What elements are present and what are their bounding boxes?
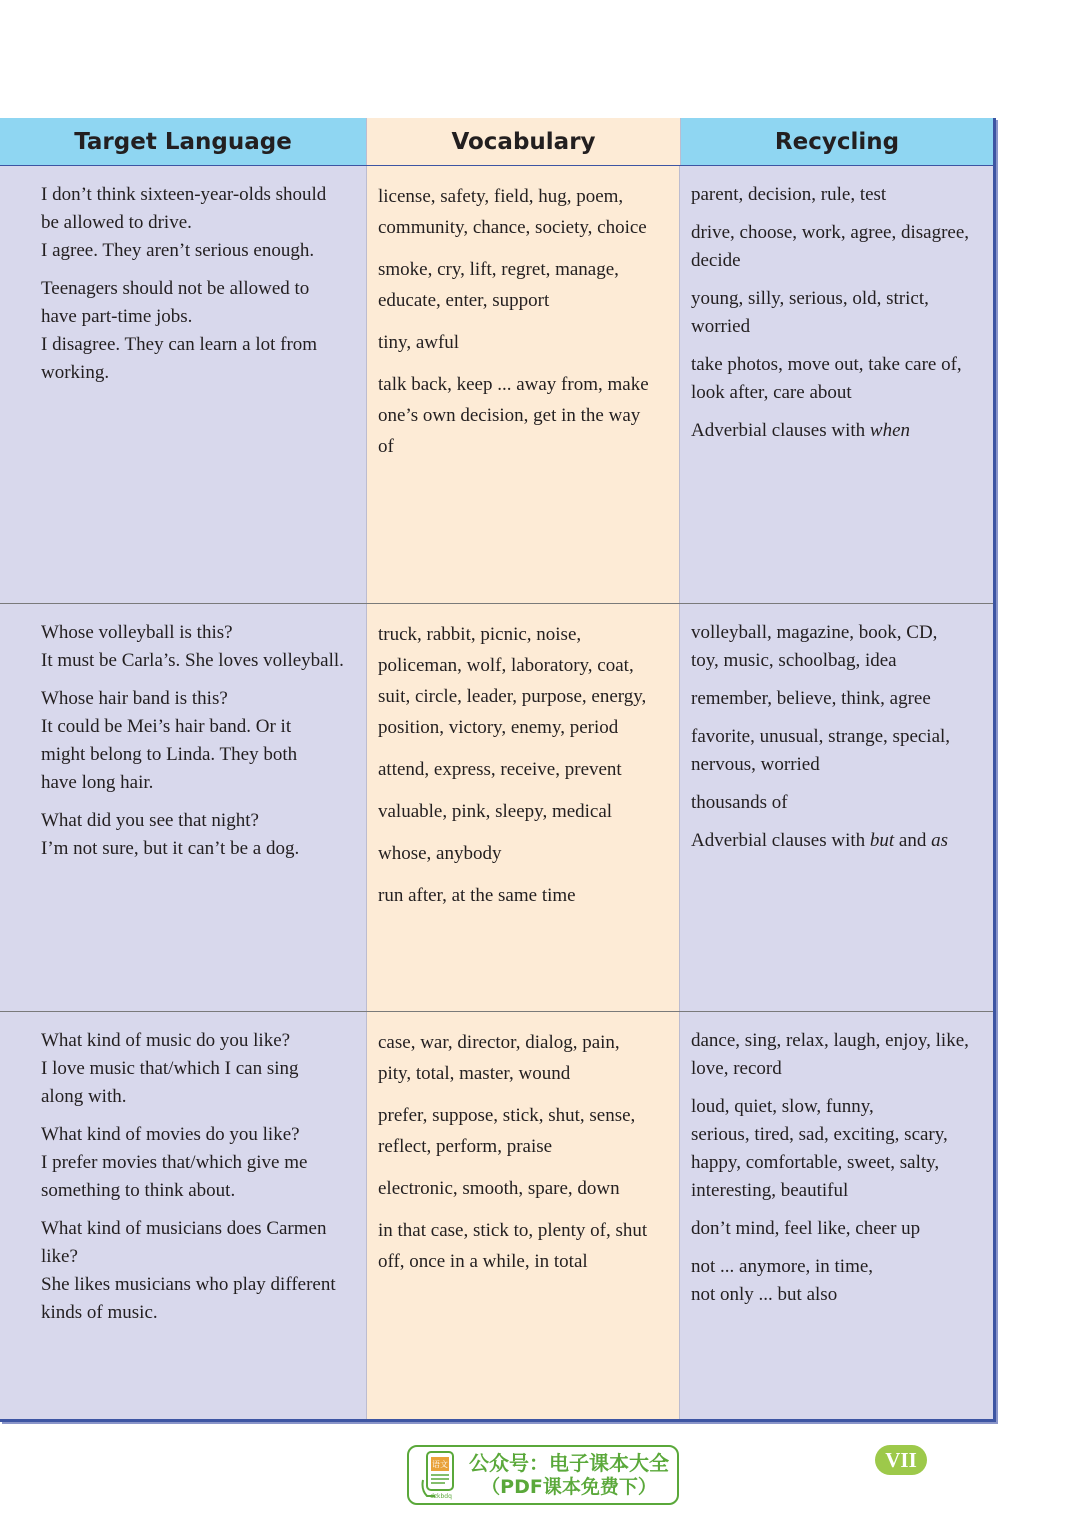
target-line: What kind of music do you like? xyxy=(41,1030,291,1051)
vocab-paragraph xyxy=(378,1100,669,1162)
vocab-paragraph xyxy=(378,838,669,869)
vocab-paragraph xyxy=(378,1215,669,1277)
table-row xyxy=(0,1011,993,1419)
recycling-line: interesting, beautiful xyxy=(691,1180,849,1201)
vocab-line: pity, total, master, wound xyxy=(378,1063,571,1084)
target-line: have long hair. xyxy=(41,772,154,793)
cell-target xyxy=(0,604,366,1011)
target-line: What kind of movies do you like? xyxy=(41,1124,300,1145)
vocab-paragraph xyxy=(378,181,669,243)
recycling-line: dance, sing, relax, laugh, enjoy, like, xyxy=(691,1030,969,1051)
vocab-paragraph xyxy=(378,880,669,911)
target-line: She likes musicians who play different xyxy=(41,1274,336,1295)
logo-title: 公众号：电子课本大全 xyxy=(469,1451,669,1475)
recycling-line: Adverbial clauses with when xyxy=(691,420,910,441)
vocab-line: in that case, stick to, plenty of, shut xyxy=(378,1220,648,1241)
target-line: kinds of music. xyxy=(41,1302,158,1323)
vocab-line: whose, anybody xyxy=(378,843,502,864)
vocab-line: license, safety, field, hug, poem, xyxy=(378,186,624,207)
recycling-line: look after, care about xyxy=(691,382,852,403)
target-line: It could be Mei’s hair band. Or it xyxy=(41,716,292,737)
recycling-line: volleyball, magazine, book, CD, xyxy=(691,622,938,643)
target-line: I prefer movies that/which give me xyxy=(41,1152,308,1173)
logo-subtitle: （PDF课本免费下） xyxy=(481,1476,657,1498)
target-paragraph xyxy=(41,807,354,863)
target-line: I agree. They aren’t serious enough. xyxy=(41,240,315,261)
table-row xyxy=(0,166,993,603)
vocab-line: run after, at the same time xyxy=(378,885,576,906)
vocab-line: attend, express, receive, prevent xyxy=(378,759,622,780)
vocab-paragraph xyxy=(378,619,669,743)
target-line: I’m not sure, but it can’t be a dog. xyxy=(41,838,300,859)
vocab-line: suit, circle, leader, purpose, energy, xyxy=(378,686,647,707)
recycling-line: happy, comfortable, sweet, salty, xyxy=(691,1152,940,1173)
target-line: might belong to Linda. They both xyxy=(41,744,298,765)
cell-recycling xyxy=(679,1012,993,1419)
recycling-paragraph xyxy=(691,417,985,445)
vocab-line: off, once in a while, in total xyxy=(378,1251,588,1272)
vocab-line: position, victory, enemy, period xyxy=(378,717,619,738)
recycling-line: loud, quiet, slow, funny, xyxy=(691,1096,874,1117)
cell-target xyxy=(0,1012,366,1419)
recycling-line: young, silly, serious, old, strict, xyxy=(691,288,929,309)
vocab-line: of xyxy=(378,436,394,457)
target-paragraph xyxy=(41,685,354,797)
vocab-line: tiny, awful xyxy=(378,332,460,353)
vocab-line: policeman, wolf, laboratory, coat, xyxy=(378,655,634,676)
logo-icon-sub: dzkbdq xyxy=(430,1493,452,1500)
vocab-line: reflect, perform, praise xyxy=(378,1136,553,1157)
recycling-line: worried xyxy=(691,316,751,337)
header-vocabulary: Vocabulary xyxy=(366,118,680,165)
target-paragraph xyxy=(41,1121,354,1205)
target-line: I disagree. They can learn a lot from xyxy=(41,334,318,355)
target-line: working. xyxy=(41,362,110,383)
logo-icon-text: 语文 xyxy=(432,1460,448,1469)
vocab-line: community, chance, society, choice xyxy=(378,217,647,238)
vocab-line: case, war, director, dialog, pain, xyxy=(378,1032,620,1053)
recycling-line: remember, believe, think, agree xyxy=(691,688,931,709)
target-line: have part-time jobs. xyxy=(41,306,193,327)
recycling-line: not only ... but also xyxy=(691,1284,838,1305)
recycling-paragraph xyxy=(691,723,985,779)
recycling-paragraph xyxy=(691,1093,985,1205)
target-line: Teenagers should not be allowed to xyxy=(41,278,310,299)
recycling-line: decide xyxy=(691,250,741,271)
target-paragraph xyxy=(41,1215,354,1327)
target-line: along with. xyxy=(41,1086,127,1107)
recycling-paragraph xyxy=(691,181,985,209)
syllabus-table xyxy=(0,118,996,1422)
vocab-paragraph xyxy=(378,327,669,358)
recycling-paragraph xyxy=(691,1027,985,1083)
target-paragraph xyxy=(41,181,354,265)
target-line: something to think about. xyxy=(41,1180,236,1201)
vocab-paragraph xyxy=(378,369,669,462)
vocab-line: smoke, cry, lift, regret, manage, xyxy=(378,259,619,280)
target-line: What kind of musicians does Carmen xyxy=(41,1218,327,1239)
recycling-line: nervous, worried xyxy=(691,754,820,775)
target-line: It must be Carla’s. She loves volleyball. xyxy=(41,650,344,671)
vocab-paragraph xyxy=(378,1027,669,1089)
book-phone-icon xyxy=(421,1450,461,1500)
vocab-paragraph xyxy=(378,254,669,316)
recycling-paragraph xyxy=(691,1253,985,1309)
recycling-paragraph xyxy=(691,619,985,675)
recycling-paragraph xyxy=(691,789,985,817)
recycling-line: love, record xyxy=(691,1058,782,1079)
target-line: Whose hair band is this? xyxy=(41,688,228,709)
table-header-row xyxy=(0,118,993,166)
vocab-line: prefer, suppose, stick, shut, sense, xyxy=(378,1105,636,1126)
vocab-line: truck, rabbit, picnic, noise, xyxy=(378,624,582,645)
wechat-account-logo xyxy=(407,1445,679,1505)
cell-vocab xyxy=(366,604,679,1011)
header-recycling: Recycling xyxy=(680,118,993,165)
recycling-line: Adverbial clauses with but and as xyxy=(691,830,949,851)
vocab-line: educate, enter, support xyxy=(378,290,550,311)
target-paragraph xyxy=(41,1027,354,1111)
recycling-line: thousands of xyxy=(691,792,788,813)
recycling-line: toy, music, schoolbag, idea xyxy=(691,650,897,671)
vocab-paragraph xyxy=(378,796,669,827)
cell-recycling xyxy=(679,604,993,1011)
vocab-line: one’s own decision, get in the way xyxy=(378,405,641,426)
target-line: What did you see that night? xyxy=(41,810,259,831)
recycling-line: favorite, unusual, strange, special, xyxy=(691,726,951,747)
target-line: I don’t think sixteen-year-olds should xyxy=(41,184,327,205)
recycling-paragraph xyxy=(691,219,985,275)
vocab-line: valuable, pink, sleepy, medical xyxy=(378,801,613,822)
recycling-line: drive, choose, work, agree, disagree, xyxy=(691,222,970,243)
vocab-paragraph xyxy=(378,754,669,785)
target-line: I love music that/which I can sing xyxy=(41,1058,299,1079)
cell-recycling xyxy=(679,166,993,603)
recycling-paragraph xyxy=(691,285,985,341)
target-paragraph xyxy=(41,619,354,675)
table-row xyxy=(0,603,993,1011)
cell-vocab xyxy=(366,1012,679,1419)
recycling-line: serious, tired, sad, exciting, scary, xyxy=(691,1124,948,1145)
target-line: Whose volleyball is this? xyxy=(41,622,233,643)
vocab-line: talk back, keep ... away from, make xyxy=(378,374,649,395)
recycling-line: parent, decision, rule, test xyxy=(691,184,887,205)
target-line: be allowed to drive. xyxy=(41,212,192,233)
recycling-line: take photos, move out, take care of, xyxy=(691,354,962,375)
recycling-paragraph xyxy=(691,351,985,407)
vocab-line: electronic, smooth, spare, down xyxy=(378,1178,620,1199)
recycling-paragraph xyxy=(691,685,985,713)
vocab-paragraph xyxy=(378,1173,669,1204)
page-number-badge: VII xyxy=(875,1445,927,1475)
target-paragraph xyxy=(41,275,354,387)
recycling-line: not ... anymore, in time, xyxy=(691,1256,874,1277)
cell-vocab xyxy=(366,166,679,603)
recycling-line: don’t mind, feel like, cheer up xyxy=(691,1218,921,1239)
header-target-language: Target Language xyxy=(0,118,366,165)
target-line: like? xyxy=(41,1246,78,1267)
recycling-paragraph xyxy=(691,1215,985,1243)
recycling-paragraph xyxy=(691,827,985,855)
cell-target xyxy=(0,166,366,603)
